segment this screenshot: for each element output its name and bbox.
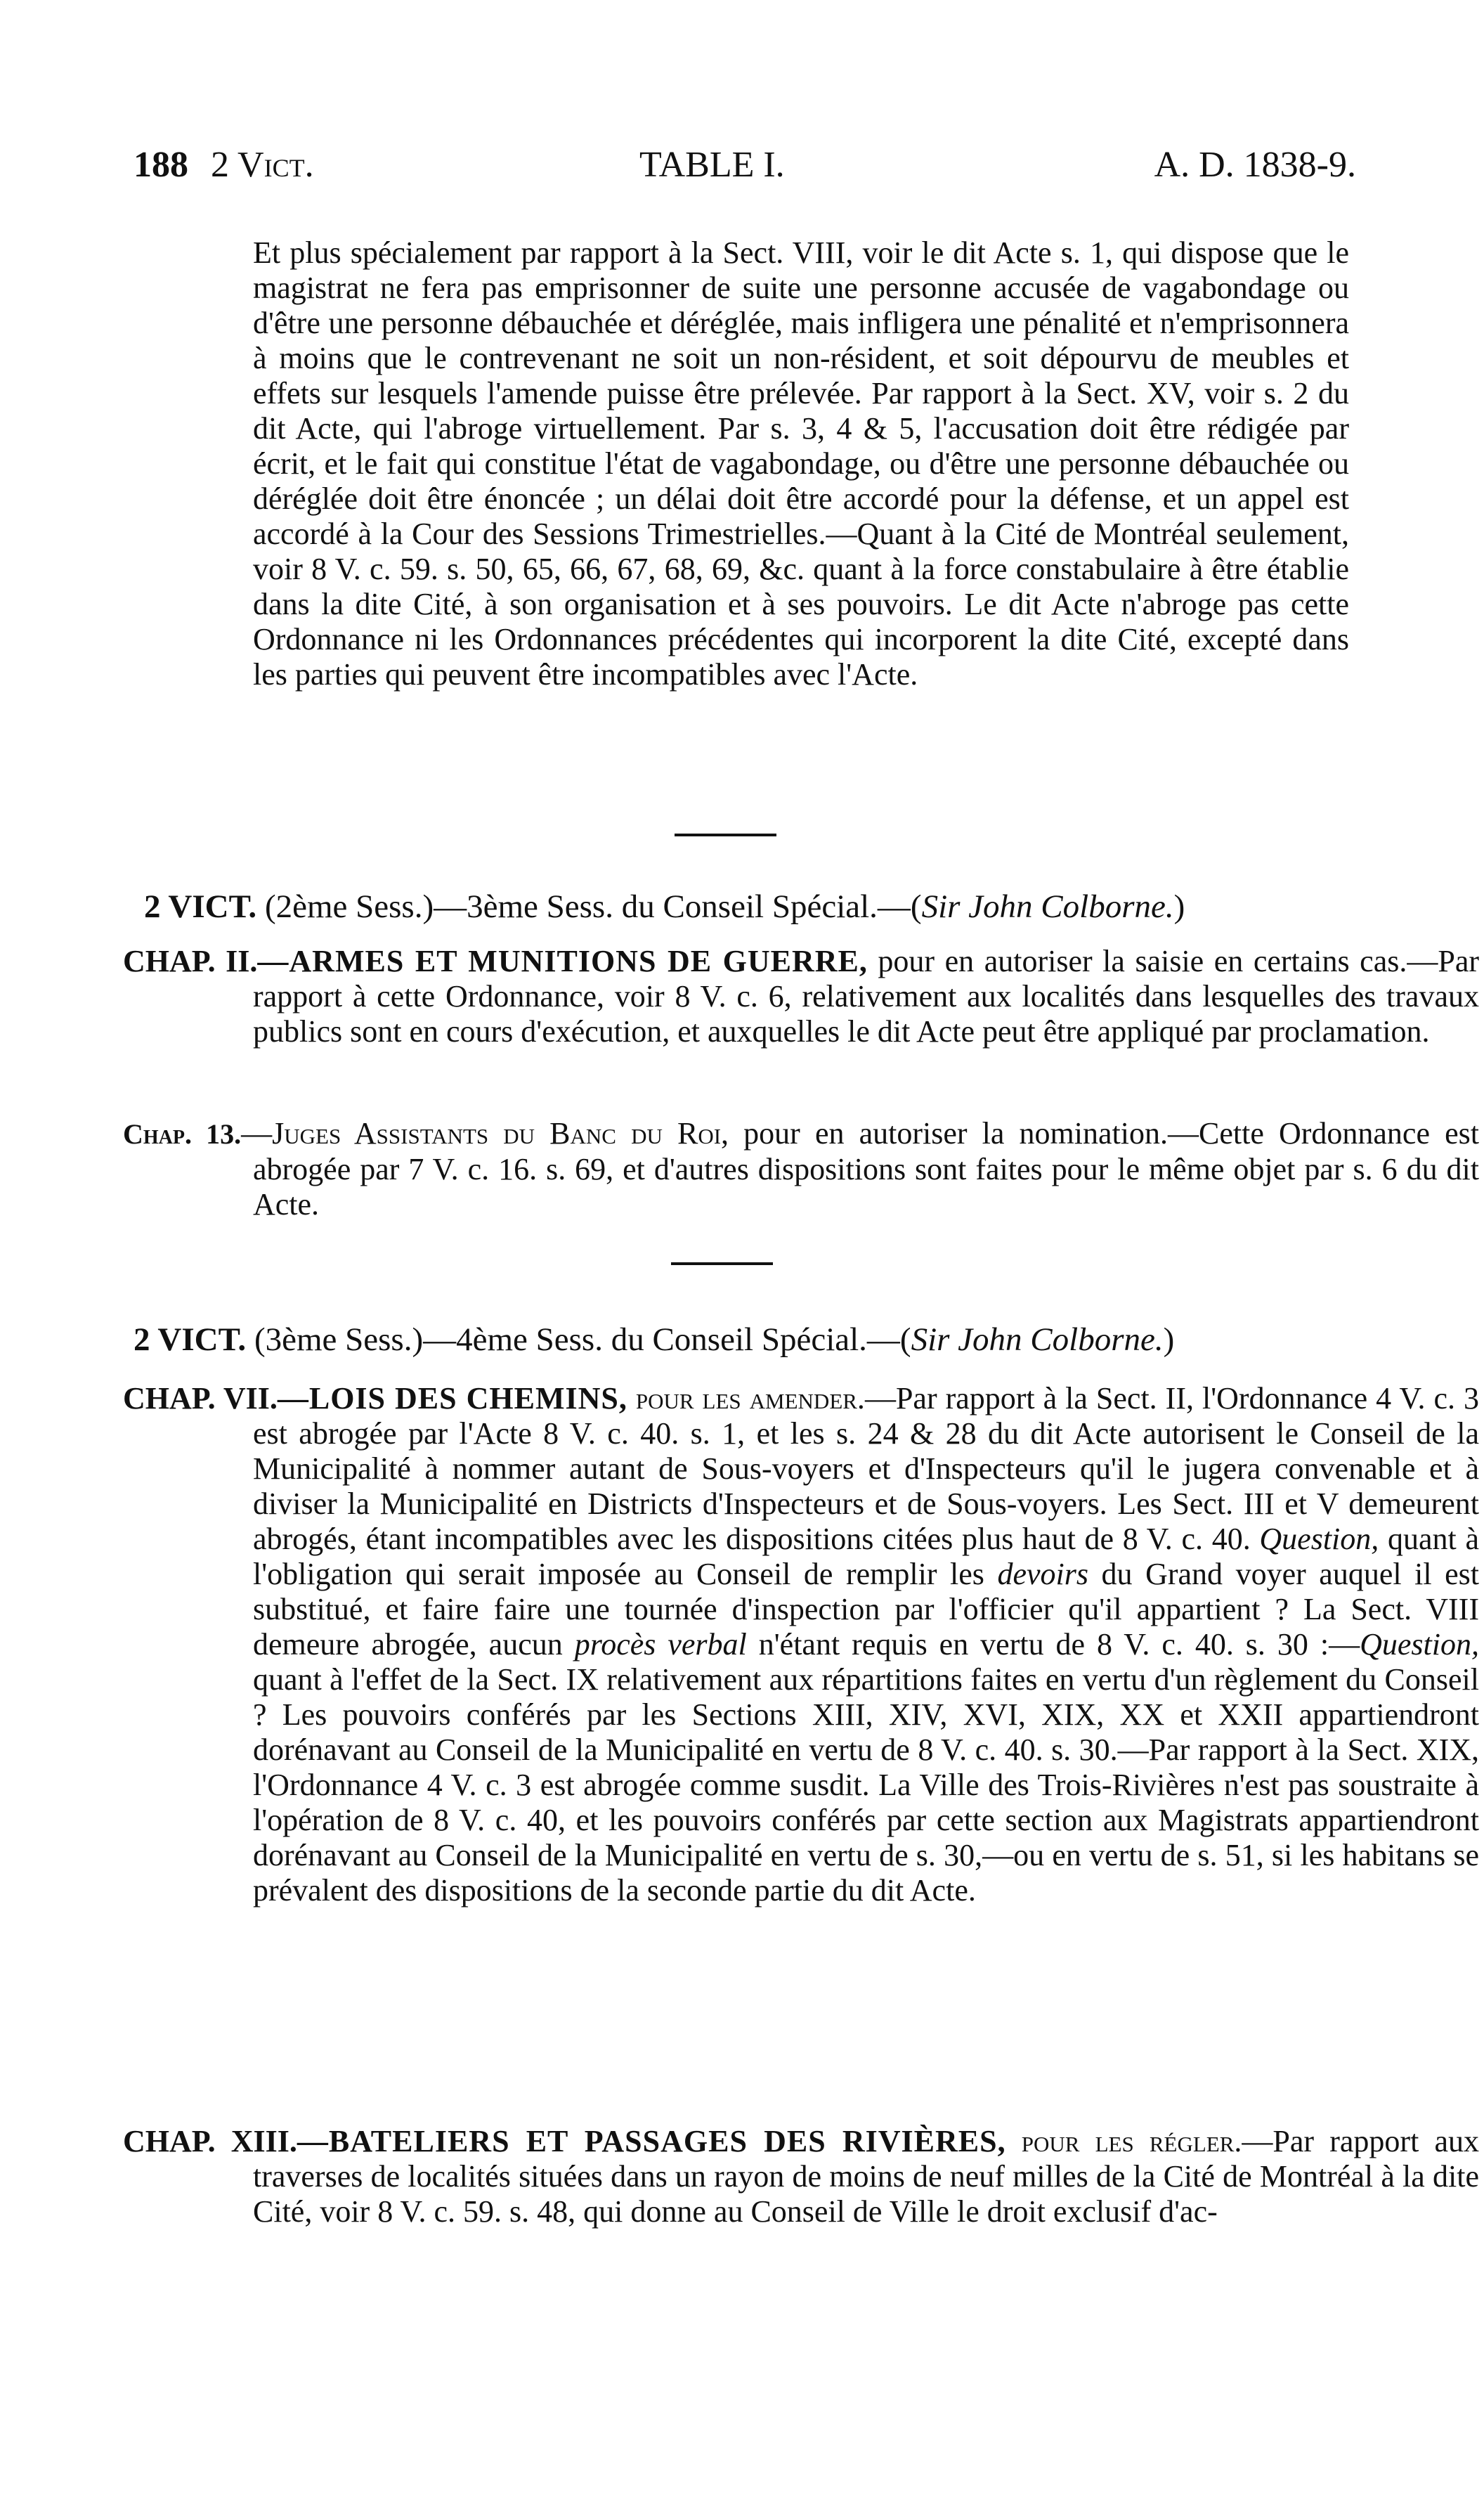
chapter-text: —Par rapport aux traverses de localités situées dans un rayon de moins de neuf milles de la Cité de Montréal à la dite Cité, voir 8 V. c. 59. s. 48, qui donne au Conseil de Ville le droit exclusif d'ac- bbox=[253, 2124, 1479, 2229]
chapter-title: —LOIS DES CHEMINS, bbox=[277, 1381, 627, 1416]
chapter-text: quant à l'obligation qui serait imposée au Conseil de remplir les bbox=[253, 1522, 1479, 1591]
chapter-title: —ARMES ET MUNITIONS DE GUERRE, bbox=[257, 944, 868, 978]
chapter-text: pour en autoriser la saisie en certains cas.—Par rapport à cette Ordonnance, voir 8 V. c. 6, relativement aux localités dans lesquelles des travaux publics sont en cours d'exécution, et auxquelles le dit Acte peut être appliqué par proclamation. bbox=[253, 944, 1480, 1049]
chapter-entry bbox=[123, 1381, 1479, 1908]
session-close: ) bbox=[1173, 888, 1185, 925]
chapter-label: CHAP. XIII. bbox=[123, 2124, 297, 2158]
chapter-label: Chap. 13. bbox=[123, 1118, 242, 1150]
chapter-text: pour en autoriser la nomination.—Cette Ordonnance est abrogée par 7 V. c. 16. s. 69, et d'autres dispositions sont faites pour le même objet par s. 6 du dit Acte. bbox=[253, 1116, 1479, 1222]
session-heading bbox=[144, 887, 1185, 926]
chapter-subtitle: pour les amender. bbox=[627, 1381, 865, 1416]
chapter-text: du Grand voyer auquel il est substitué, et faire faire une tournée d'inspection par l'officier qu'il appartient ? La Sect. VIII demeure abrogée, aucun bbox=[253, 1557, 1479, 1662]
table-title: TABLE I. bbox=[639, 145, 785, 185]
chapter-title: —Juges Assistants du Banc du Roi, bbox=[241, 1116, 729, 1151]
page-number: 188 bbox=[134, 145, 188, 185]
session-label: 2 VICT. bbox=[144, 888, 257, 925]
chapter-text: quant à l'effet de la Sect. IX relativement aux répartitions faites en vertu d'un règlement du Conseil ? Les pouvoirs conférés par les Sections XIII, XIV, XVI, XIX, XX et XXII appartiendront dorénavant au Conseil de la Municipalité en vertu de 8 V. c. 40. s. 30.—Par rapport à la Sect. XIX, l'Ordonnance 4 V. c. 3 est abrogée comme susdit. La Ville des Trois-Rivières n'est pas soustraite à l'opération de 8 V. c. 40, et les pouvoirs conférés par cette section aux Magistrats appartiendront dorénavant au Conseil de la Municipalité en vertu de s. 30,—ou en vertu de s. 51, si les habitans se prévalent des dispositions de la seconde partie du dit Acte. bbox=[253, 1662, 1479, 1908]
italic-term: Question, bbox=[1360, 1627, 1480, 1662]
running-head bbox=[134, 144, 1356, 193]
section-divider bbox=[671, 1262, 773, 1265]
session-detail: (2ème Sess.)—3ème Sess. du Conseil Spécial.—( bbox=[264, 888, 922, 925]
session-label: 2 VICT. bbox=[134, 1321, 247, 1358]
chapter-entry bbox=[123, 1116, 1479, 1222]
chapter-label: CHAP. VII. bbox=[123, 1381, 278, 1416]
chapter-subtitle: pour les régler. bbox=[1005, 2124, 1242, 2158]
session-heading bbox=[134, 1320, 1174, 1359]
italic-term: procès verbal bbox=[574, 1627, 747, 1662]
reign-label: 2 Vict. bbox=[211, 145, 314, 185]
intro-paragraph: Et plus spécialement par rapport à la Sect. VIII, voir le dit Acte s. 1, qui dispose que le magistrat ne fera pas emprisonner de suite une personne accusée de vagabondage ou d'être une personne débauchée et déréglée, mais infligera une pénalité et n'emprisonnera à moins que le contrevenant ne soit un non-résident, et soit dépourvu de meubles et effets sur lesquels l'amende puisse être prélevée. Par rapport à la Sect. XV, voir s. 2 du dit Acte, qui l'abroge virtuellement. Par s. 3, 4 & 5, l'accusation doit être rédigée par écrit, et le fait qui constitue l'état de vagabondage, ou d'être une personne débauchée ou déréglée doit être énoncée ; un délai doit être accordé pour la défense, et un appel est accordé à la Cour des Sessions Trimestrielles.—Quant à la Cité de Montréal seulement, voir 8 V. c. 59. s. 50, 65, 66, 67, 68, 69, &c. quant à la force constabulaire à être établie dans la dite Cité, à son organisation et à ses pouvoirs. Le dit Acte n'abroge pas cette Ordonnance ni les Ordonnances précédentes qui incorporent la dite Cité, excepté dans les parties qui peuvent être incompatibles avec l'Acte. bbox=[253, 235, 1349, 692]
governor-name: Sir John Colborne. bbox=[911, 1321, 1164, 1358]
italic-term: devoirs bbox=[997, 1557, 1088, 1591]
chapter-label: CHAP. II. bbox=[123, 944, 258, 978]
session-close: ) bbox=[1163, 1321, 1175, 1358]
governor-name: Sir John Colborne. bbox=[921, 888, 1174, 925]
session-detail: (3ème Sess.)—4ème Sess. du Conseil Spécial.—( bbox=[254, 1321, 911, 1358]
section-divider bbox=[675, 834, 776, 836]
year-label: A. D. 1838-9. bbox=[1154, 145, 1356, 185]
chapter-text: n'étant requis en vertu de 8 V. c. 40. s. 30 :— bbox=[746, 1627, 1360, 1662]
italic-term: Question, bbox=[1259, 1522, 1379, 1556]
chapter-title: —BATELIERS ET PASSAGES DES RIVIÈRES, bbox=[297, 2124, 1006, 2158]
chapter-entry bbox=[123, 2124, 1479, 2229]
chapter-text: —Par rapport à la Sect. II, l'Ordonnance 4 V. c. 3 est abrogée par l'Acte 8 V. c. 40. s. 1, et les s. 24 & 28 du dit Acte autorisent le Conseil de la Municipalité à nommer autant de Sous-voyers et d'Inspecteurs qu'il le jugera convenable et à diviser la Municipalité en Districts d'Inspecteurs et de Sous-voyers. Les Sect. III et V demeurent abrogés, étant incompatibles avec les dispositions citées plus haut de 8 V. c. 40. bbox=[253, 1381, 1479, 1556]
chapter-entry bbox=[123, 944, 1479, 1049]
